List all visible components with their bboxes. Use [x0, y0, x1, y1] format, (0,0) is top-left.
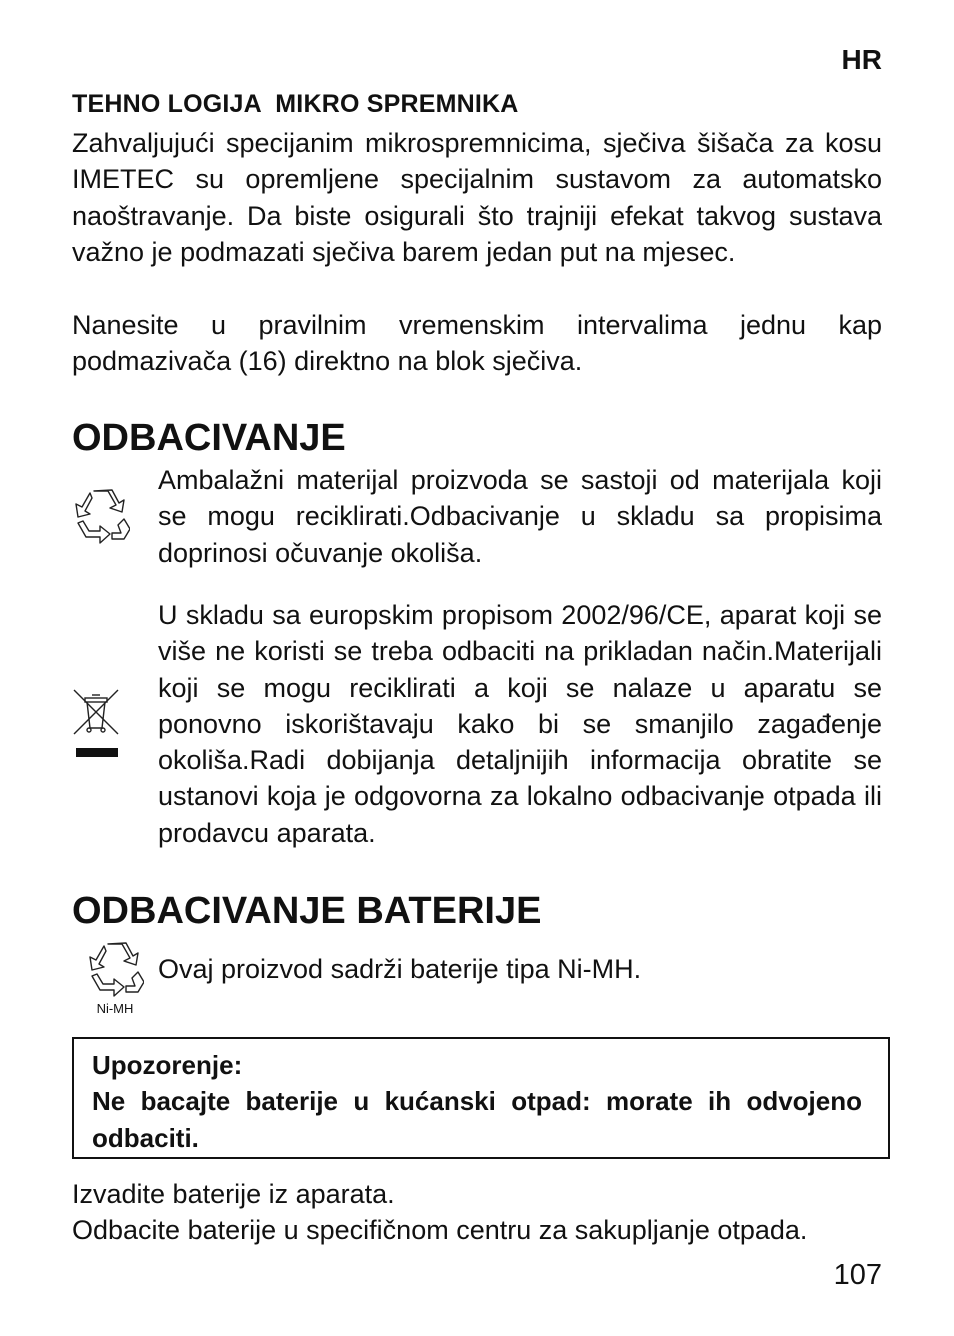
battery-footer-line-1: Izvadite baterije iz aparata.	[72, 1179, 395, 1209]
recycle-icon	[72, 487, 130, 545]
disposal-paragraph-2: U skladu sa europskim propisom 2002/96/CE, aparat koji se više ne koristi se treba odbaciti na prikladan način.Materijali koji se mogu reciklirati a koji se nalaze u aparatu se ponovno iskorištavaju kako bi se smanjilo zagađenje okoliša.Radi dobijanja detaljnijih informacija obratite se ustanovi koja je odgovorna za lokalno odbacivanje otpada ili prodavcu aparata.	[158, 600, 882, 848]
language-code: HR	[841, 44, 882, 75]
warning-box	[72, 1037, 890, 1159]
warning-title: Upozorenje:	[92, 1050, 243, 1080]
battery-recycle-icon	[86, 940, 144, 1014]
tech-paragraph-2: Nanesite u pravilnim vremenskim intervalima jednu kap podmazivača (16) direktno na blok sječiva.	[72, 310, 882, 377]
tech-section-title: TEHNO LOGIJA MIKRO SPREMNIKA	[72, 90, 519, 118]
battery-type-label: Ni-MH	[96, 1001, 134, 1016]
disposal-paragraph-1: Ambalažni materijal proizvoda se sastoji od materijala koji se mogu reciklirati.Odbacivanje u skladu sa propisima doprinosi očuvanje okoliša.	[158, 465, 882, 568]
manual-page	[72, 0, 882, 1336]
warning-text: Ne bacajte baterije u kućanski otpad: morate ih odvojeno odbaciti.	[92, 1086, 862, 1153]
battery-paragraph: Ovaj proizvod sadrži baterije tipa Ni-MH.	[158, 954, 642, 984]
tech-paragraph-1: Zahvaljujući specijanim mikrospremnicima, sječiva šišača za kosu IMETEC su opremljene specijalnim sustavom za automatsko naoštravanje. Da biste osigurali što trajniji efekat takvog sustava važno je podmazati sječiva barem jedan put na mjesec.	[72, 128, 882, 267]
disposal-heading: ODBACIVANJE	[72, 417, 346, 459]
page-number: 107	[833, 1259, 882, 1291]
battery-footer-line-2: Odbacite baterije u specifičnom centru za sakupljanje otpada.	[72, 1215, 808, 1245]
crossed-bin-icon	[72, 688, 122, 760]
battery-disposal-heading: ODBACIVANJE BATERIJE	[72, 890, 542, 932]
recycle-arrows-icon	[86, 940, 144, 998]
